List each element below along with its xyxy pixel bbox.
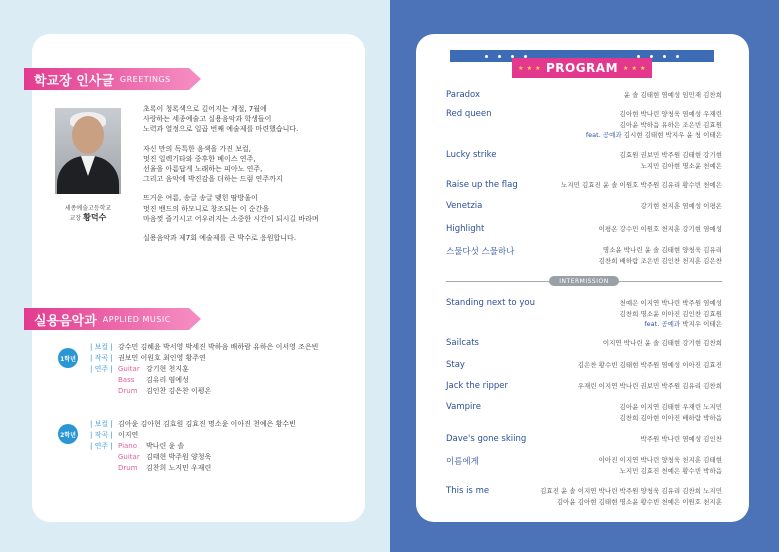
caption-name: 황덕수 [83,213,107,222]
song-title: Dave's gone skiing [446,434,527,444]
perf-label: | 연주 | [90,442,113,450]
song-performers: 노지민 김효진 윤 솔 이원호 박주원 김유리 황수빈 천예은 [561,181,722,189]
grade2-comp: 이지연 [118,431,139,439]
perf-label: | 연주 | [90,365,113,373]
caption-title: 교장 [69,215,82,222]
song-performers: 우재린 이지연 박나린 권보민 박주원 김유리 김찬희 [577,382,722,390]
song-title: Stay [446,360,465,370]
grade1-drum: 김인찬 김은찬 이평온 [146,387,212,395]
greeting-text [143,104,358,252]
grade2-drum: 김찬희 노지민 우재린 [146,464,212,472]
song-performers: 이평온 강수민 이원호 천지훈 강기현 염예성 [598,225,722,233]
guitar-label: Guitar [118,453,140,461]
song-title: This is me [446,486,490,496]
song-title: Red queen [446,109,492,119]
program-title: PROGRAM [545,61,619,75]
song-performers: 박주원 박나린 염예성 김인찬 [640,435,722,443]
guitar-label: Guitar [118,365,140,373]
grade2-badge: 2학년 [58,424,78,444]
greeting-paragraph: 자신 만의 독특한 음색을 가진 보컬, 멋진 일렉기타와 중후한 베이스 연주, 선율을 아름답게 노래하는 피아노 연주, 그리고 음악에 박진감을 더하는 드럼 연주까지 [143,144,283,184]
grade1-guitar: 강기현 천지훈 [146,365,189,373]
vocal-label: | 보컬 | [90,343,113,351]
song-performers: 천예은 이지연 박나린 박주원 염예성 김찬희 명소윤 이아진 김인찬 김효원 feat. 공예과 박지우 이태은 [619,299,722,328]
grade1-vocal: 강수민 김혜윤 박서영 박세진 박하음 배하람 유하은 이서영 조은빈 [118,343,319,351]
song-title: Highlight [446,224,485,234]
greeting-paragraph: 실용음악과 제7회 예술제를 큰 박수로 응원합니다. [143,234,297,243]
song-performers: 김아윤 이지연 김태현 우재린 노지민 김찬희 김아현 이아진 배하람 박하음 [619,403,722,422]
song-performers: 김은찬 황수빈 김태현 박주원 염예성 이아진 김효진 [577,361,722,369]
principal-photo [55,108,121,194]
song-title: Paradox [446,90,481,100]
program-ribbon: ★ ★ ★ PROGRAM ★ ★ ★ [450,50,714,78]
song-performers: 이지연 박나린 윤 솔 김태현 강기현 김찬희 [602,339,722,347]
song-title: Standing next to you [446,298,535,308]
drum-label: Drum [118,464,138,472]
song-performers: 강기현 천지훈 염예성 이평온 [640,202,722,210]
song-performers: 김아현 박나린 양청욱 염예성 우재린 김아윤 박하음 유하은 조은빈 김효원 feat. 공예과 김시현 김태현 박지우 윤 청 이태은 [585,110,722,139]
greeting-paragraph: 초록이 청록색으로 깊어지는 계절, 7월에 사랑하는 세종예술고 실용음악과 학생들이 노력과 열정으로 일곱 번째 예술제를 마련했습니다. [143,105,299,134]
greetings-banner [24,68,189,90]
grade1-badge: 1학년 [58,348,78,368]
song-title: Jack the ripper [446,381,509,391]
feat-label: feat. 공예과 [585,131,622,139]
bass-label: Bass [118,376,135,384]
music-title-en: APPLIED MUSIC [102,314,171,324]
piano-label: Piano [118,442,138,450]
song-performers: 김효원 권보민 박주원 김태현 강기현 노지민 김아현 명소윤 천예은 [619,151,722,170]
comp-label: | 작곡 | [90,431,113,439]
grade2-piano: 박나린 윤 솔 [146,442,185,450]
song-performers: 윤 솔 김태현 염예성 임민재 김찬희 [623,91,722,99]
greeting-paragraph: 뜨거운 여름, 송글 송글 맺힌 땀방울이 멋진 밴드의 하모니로 창조되는 이 순간을 마음껏 즐기시고 어우러지는 소중한 시간이 되시길 바라며 [143,194,319,223]
song-title: Sailcats [446,338,479,348]
grade1-roster [90,342,360,397]
song-title: 이름에게 [446,457,479,467]
grade2-vocal: 김아윤 김아현 김효원 김효진 명소윤 이아진 천예은 황수빈 [118,420,296,428]
song-title: Venetzia [446,201,483,211]
grade2-roster [90,419,360,474]
song-title: Lucky strike [446,150,497,160]
vocal-label: | 보컬 | [90,420,113,428]
greetings-title-en: GREETINGS [119,74,171,84]
grade1-bass: 김유리 염예성 [146,376,189,384]
greetings-title-ko: 학교장 인사글 [34,73,114,89]
song-title: 스물다섯 스물하나 [446,247,515,257]
grade1-comp: 권보민 이원호 최인영 황주연 [118,354,206,362]
intermission-label: INTERMISSION [549,276,619,286]
song-title: Raise up the flag [446,180,518,190]
song-performers: 김효진 윤 솔 이지연 박나린 박주원 양청욱 김유리 김찬희 노지민 김아윤 김아현 김태현 명소윤 황수빈 천예은 이원호 천지훈 [540,487,722,506]
applied-music-banner [24,308,189,330]
feat-label: feat. 공예과 [644,320,681,328]
drum-label: Drum [118,387,138,395]
song-performers: 이아진 이지연 박나린 양청욱 천지훈 김태현 노지민 김효진 천예은 황수빈 박하음 [598,456,722,475]
grade2-guitar: 김태현 박주원 양청욱 [146,453,212,461]
comp-label: | 작곡 | [90,354,113,362]
caption-school: 세종예술고등학교 [64,205,112,212]
principal-caption [52,204,124,223]
music-title-ko: 실용음악과 [34,313,97,329]
intermission-divider [446,276,722,286]
song-performers: 명소윤 박나린 윤 솔 김태현 양청욱 김유리 김찬희 배하람 조은빈 김인찬 천지훈 김은찬 [598,246,722,265]
song-title: Vampire [446,402,481,412]
